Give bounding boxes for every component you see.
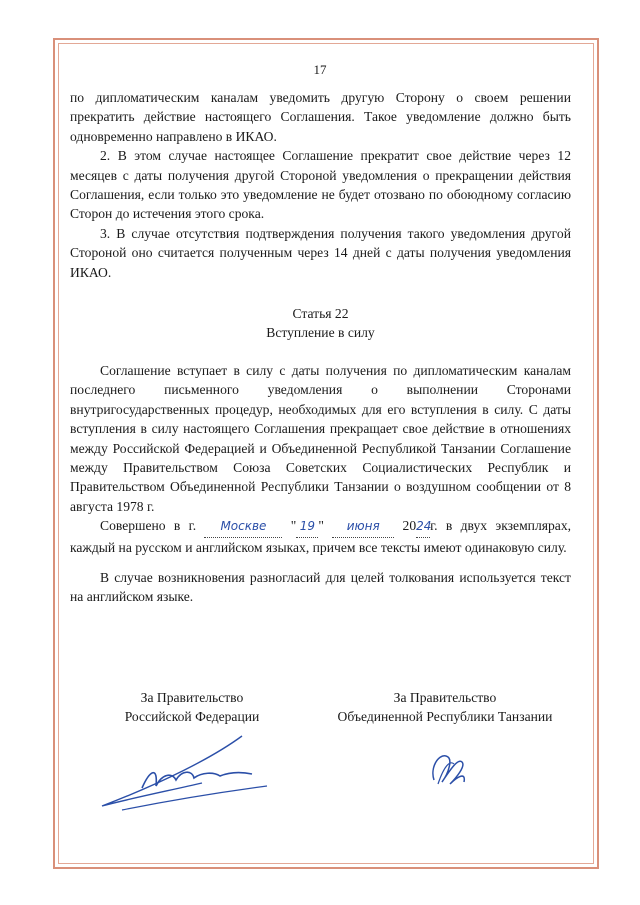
signature-russia-icon bbox=[92, 728, 282, 823]
year-prefix: 20 bbox=[402, 518, 417, 534]
signature-label-tanzania-line1: За Правительство bbox=[393, 690, 497, 705]
handwritten-day: 19 bbox=[296, 517, 318, 537]
quote-open: " bbox=[290, 518, 297, 534]
article-number: Статья 22 bbox=[292, 306, 349, 322]
signature-label-russia-line2: Российской Федерации bbox=[124, 709, 260, 725]
paragraph-1: по дипломатическим каналам уведомить другую Сторону о своем решении прекратить действие настоящего Соглашения. Такое уведомление должно быть одновременно направлено в ИКАО. bbox=[70, 90, 571, 144]
done-at-paragraph bbox=[70, 516, 571, 557]
handwritten-year: 24 bbox=[416, 517, 430, 537]
signature-block-tanzania bbox=[320, 688, 570, 727]
handwritten-month: июня bbox=[332, 517, 394, 537]
signature-block-russia bbox=[92, 688, 292, 727]
document-body bbox=[70, 88, 571, 607]
signature-label-tanzania-line2: Объединенной Республики Танзании bbox=[337, 709, 553, 725]
article-text: Соглашение вступает в силу с даты получения по дипломатическим каналам последнего письменного уведомления о выполнении Сторонами внутригосударственных процедур, необходимых для его вступления в силу. С даты вступления в силу настоящего Соглашения прекращает свое действие в отношениях между Российской Федерацией и Объединенной Республикой Танзании Соглашение между Правительством Союза Советских Социалистических Республик и Правительством Объединенной Республики Танзании о воздушном сообщении от 8 августа 1978 г. bbox=[70, 362, 571, 514]
paragraph-3: 3. В случае отсутствия подтверждения получения такого уведомления другой Стороной оно считается полученным через 14 дней с даты получения уведомления ИКАО. bbox=[70, 225, 571, 280]
handwritten-city: Москве bbox=[204, 517, 282, 537]
done-at-rest: г. в двух экземплярах, каждый на русском и английском языках, причем все тексты имеют одинаковую силу. bbox=[70, 518, 572, 555]
divergence-clause: В случае возникновения разногласий для целей толкования используется текст на английском языке. bbox=[70, 569, 571, 605]
done-at-prefix: Совершено в г. bbox=[100, 518, 197, 534]
article-title: Вступление в силу bbox=[266, 325, 375, 341]
page-number: 17 bbox=[313, 62, 327, 77]
signature-label-russia-line1: За Правительство bbox=[140, 690, 244, 705]
paragraph-2: 2. В этом случае настоящее Соглашение прекратит свое действие через 12 месяцев с даты получения другой Стороной уведомления о прекращении действия Соглашения, если только это уведомление не будет отозвано по обоюдному согласию Сторон до истечения этого срока. bbox=[70, 148, 571, 222]
quote-close: " bbox=[318, 518, 324, 534]
signature-tanzania-icon bbox=[424, 748, 472, 790]
